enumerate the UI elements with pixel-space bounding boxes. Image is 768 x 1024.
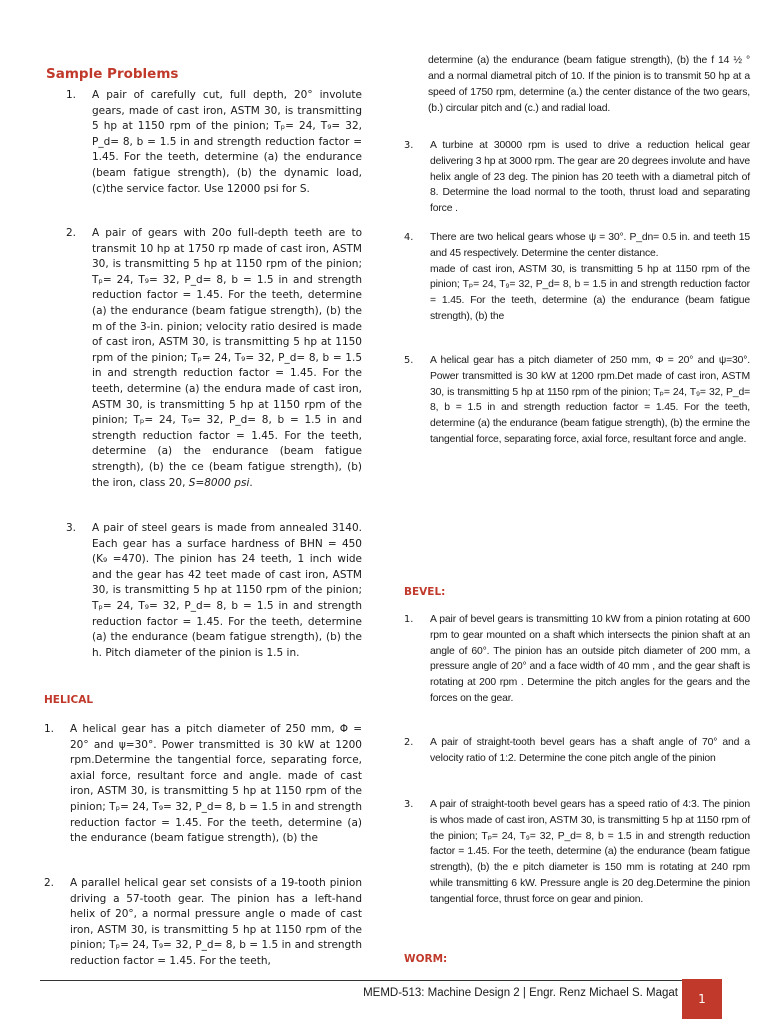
list-item [44, 876, 362, 970]
item-text: A helical gear has a pitch diameter of 250 mm, Φ = 20° and ψ=30°. Power transmitted is 30 kW at 1200 rpm.Det made of cast iron, ASTM 30, is transmitting 5 hp at 1150 rpm of the pinion; Tₚ= 24, T₉= 32, P_d= 8, b = 1.5 in and strength reduction factor = 1.45. For the teeth, determine (a) the endurance (beam fatigue strength), (b) the ermine the tangential force, separating force, axial force, resultant force and angle. [430, 355, 750, 445]
item-number: 5. [404, 355, 414, 366]
item-text: A parallel helical gear set consists of a 19-tooth pinion driving a 57-tooth gear. The pinion has a left-hand helix of 20°, a normal pressure angle o made of cast iron, ASTM 30, is transmitting 5 hp at 1150 rpm of the pinion; Tₚ= 24, T₉= 32, P_d= 8, b = 1.5 in and strength reduction factor = 1.45. For the teeth, [70, 877, 362, 967]
item-text: A pair of bevel gears is transmitting 10 kW from a pinion rotating at 600 rpm to gear mounted on a shaft which intersects the pinion shaft at an angle of 60°. The pinion has an outside pitch diameter of 200 mm, a pressure angle of 20° and a face width of 40 mm , and the gear shaft is rotating at 200 rpm . Determine the pitch angles for the gears and the forces on the gear. [430, 614, 750, 704]
item-text-tail: . [249, 476, 253, 489]
item-number: 4. [404, 232, 414, 243]
item-number: 3. [66, 522, 77, 534]
item-number: 1. [66, 89, 77, 101]
item-text: A pair of steel gears is made from annealed 3140. Each gear has a surface hardness of BHN = 450 (K₉ =470). The pinion has 24 teeth, 1 inch wide and the gear has 42 teet made of cast iron, ASTM 30, is transmitting 5 hp at 1150 rpm of the pinion; Tₚ= 24, T₉= 32, P_d= 8, b = 1.5 in and strength reduction factor = 1.45. For the teeth, determine (a) the endurance (beam fatigue strength), (b) the h. Pitch diameter of the pinion is 1.5 in. [92, 522, 362, 659]
list-item [404, 797, 750, 908]
section-heading-helical: HELICAL [44, 694, 94, 706]
list-item [404, 612, 750, 707]
item-text-part2: made of cast iron, ASTM 30, is transmitting 5 hp at 1150 rpm of the pinion; Tₚ= 24, T₉= 32, P_d= 8, b = 1.5 in and strength reduction factor = 1.45. For the teeth, determine (a) the endurance (beam fatigue strength), (b) the [430, 263, 750, 322]
item-number: 2. [66, 227, 77, 239]
page-number: 1 [682, 979, 722, 1019]
list-item [404, 735, 750, 767]
item-number: 1. [44, 723, 55, 735]
list-item [404, 353, 750, 448]
list-item [66, 226, 362, 491]
item-number: 2. [44, 877, 55, 889]
item-text-body: A pair of gears with 20o full-depth teeth are to transmit 10 hp at 1750 rp made of cast iron, ASTM 30, is transmitting 5 hp at 1150 rpm of the pinion; Tₚ= 24, T₉= 32, P_d= 8, b = 1.5 in and strength reduction factor = 1.45. For the teeth, determine (a) the endurance (beam fatigue strength), (b) the m of the 3-in. pinion; velocity ratio desired is made of cast iron, ASTM 30, is transmitting 5 hp at 1150 rpm of the pinion; Tₚ= 24, T₉= 32, P_d= 8, b = 1.5 in and strength reduction factor = 1.45. For the teeth, determine (a) the endura made of cast iron, ASTM 30, is transmitting 5 hp at 1150 rpm of the pinion; Tₚ= 24, T₉= 32, P_d= 8, b = 1.5 in and strength reduction factor = 1.45. For the teeth, determine (a) the endurance (beam fatigue strength), (b) the ce (beam fatigue strength), (b) the iron, class 20, [92, 227, 362, 489]
list-item [44, 722, 362, 847]
item-number: 2. [404, 737, 414, 748]
item-text [92, 226, 362, 491]
footer-text: MEMD-513: Machine Design 2 | Engr. Renz Michael S. Magat [363, 987, 678, 999]
section-heading-worm: WORM: [404, 953, 448, 965]
item-text: A helical gear has a pitch diameter of 250 mm, Φ = 20° and ψ=30°. Power transmitted is 30 kW at 1200 rpm.Determine the tangential force, separating force, axial force, resultant force and angle. made of cast iron, ASTM 30, is transmitting 5 hp at 1150 rpm of the pinion; Tₚ= 24, T₉= 32, P_d= 8, b = 1.5 in and strength reduction factor = 1.45. For the teeth, determine (a) the endurance (beam fatigue strength), (b) the [70, 723, 362, 845]
list-item [66, 88, 362, 197]
item-text-italic: S=8000 psi [188, 476, 250, 489]
item-text: A turbine at 30000 rpm is used to drive a reduction helical gear delivering 3 hp at 3000 rpm. The gear are 20 degrees involute and have helix angle of 23 deg. The pinion has 20 teeth with a diametral pitch of 8. Determine the load normal to the tooth, thrust load and separating force . [430, 140, 750, 215]
item-number: 3. [404, 799, 414, 810]
item-text-part1: There are two helical gears whose ψ = 30°. P_dn= 0.5 in. and teeth 15 and 45 respectively. Determine the center distance. [430, 232, 750, 259]
list-item [66, 521, 362, 661]
item-text: A pair of straight-tooth bevel gears has a shaft angle of 70° and a velocity ratio of 1:2. Determine the cone pitch angle of the pinion [430, 737, 750, 764]
item-number: 1. [404, 614, 414, 625]
item-text [430, 230, 750, 325]
footer-divider [40, 980, 686, 981]
page-title: Sample Problems [46, 66, 179, 82]
list-item [404, 138, 750, 217]
section-heading-bevel: BEVEL: [404, 586, 446, 598]
item-text: A pair of carefully cut, full depth, 20° involute gears, made of cast iron, ASTM 30, is transmitting 5 hp at 1150 rpm of the pinion; Tₚ= 24, T₉= 32, P_d= 8, b = 1.5 in and strength reduction factor = 1.45. For the teeth, determine (a) the endurance (beam fatigue strength), (b) the dynamic load, (c)the service factor. Use 12000 psi for S. [92, 89, 362, 195]
continued-text: determine (a) the endurance (beam fatigue strength), (b) the f 14 ½ ° and a normal diametral pitch of 10. If the pinion is to transmit 50 hp at a speed of 1750 rpm, determine (a.) the center distance of the two gears, (b.) circular pitch and (c.) and radial load. [428, 55, 750, 114]
item-number: 3. [404, 140, 414, 151]
list-item [404, 230, 750, 325]
item-text: A pair of straight-tooth bevel gears has a speed ratio of 4:3. The pinion is whos made of cast iron, ASTM 30, is transmitting 5 hp at 1150 rpm of the pinion; Tₚ= 24, T₉= 32, P_d= 8, b = 1.5 in and strength reduction factor = 1.45. For the teeth, determine (a) the endurance (beam fatigue strength), (b) the e pitch diameter is 150 mm is rotating at 240 rpm while transmitting 6 kW. Pressure angle is 20 deg.Determine the pinion tangential force, thrust force on gear and pinion. [430, 799, 750, 905]
